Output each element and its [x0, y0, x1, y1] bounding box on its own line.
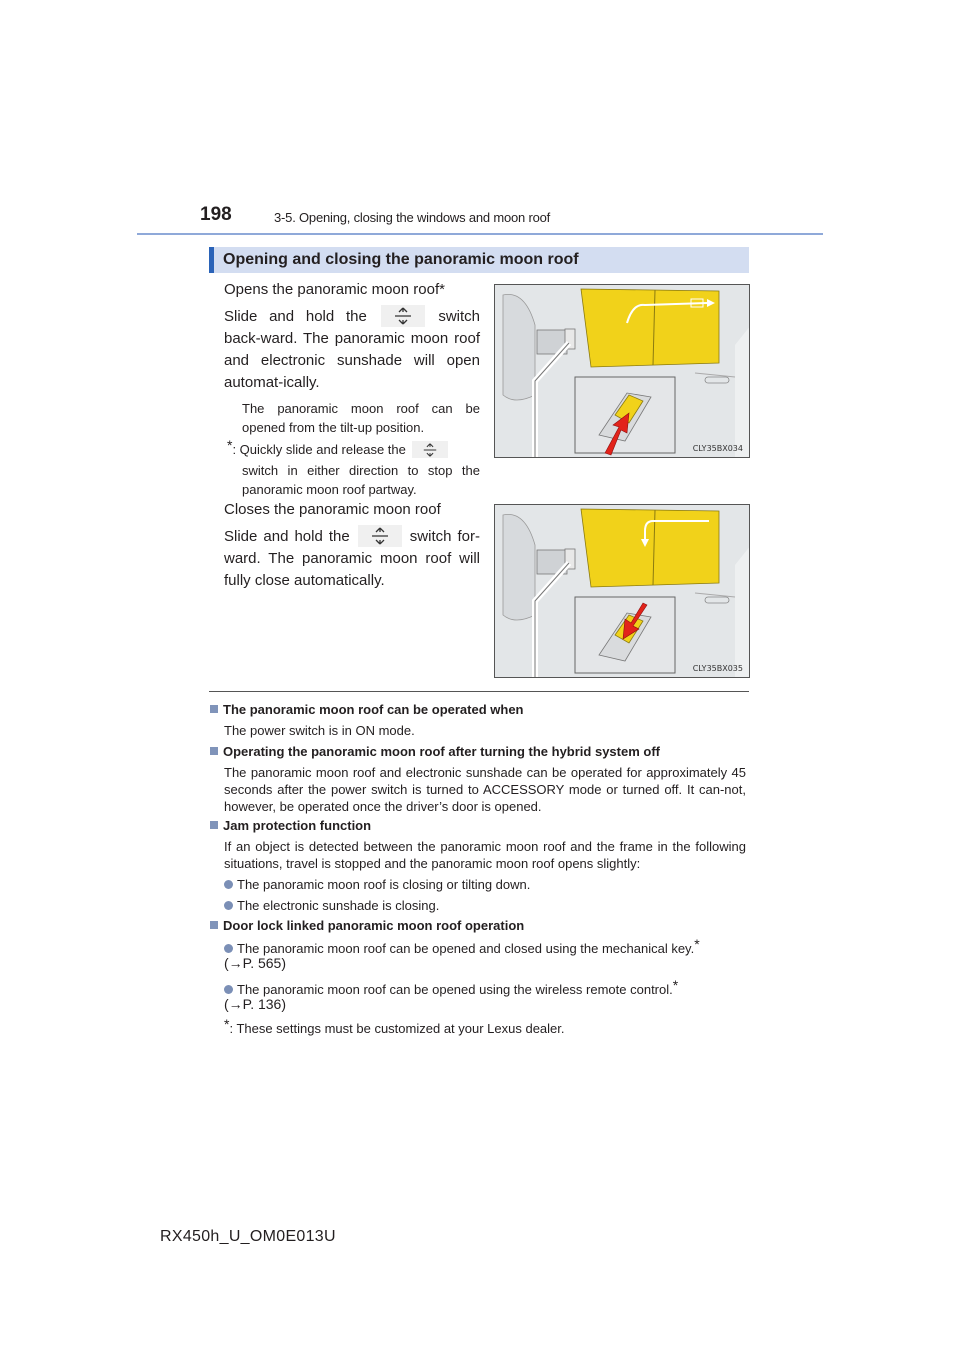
- open-heading: Opens the panoramic moon roof*: [224, 281, 445, 298]
- footnote-text: : These settings must be customized at your Lexus dealer.: [229, 1021, 565, 1036]
- section-title: Opening and closing the panoramic moon roof: [223, 251, 579, 268]
- open-illustration: [494, 284, 750, 458]
- close-illustration: [494, 504, 750, 678]
- square-bullet-icon: [210, 705, 218, 713]
- moonroof-switch-icon: [381, 305, 425, 327]
- asterisk: *: [224, 1016, 230, 1032]
- manual-code: RX450h_U_OM0E013U: [160, 1228, 336, 1245]
- open-instruction-rest: switch back-ward. The panoramic moon roof and electronic sunshade will open automat-ically.: [224, 308, 480, 391]
- open-instruction: [224, 305, 480, 394]
- moonroof-switch-icon: [358, 525, 402, 547]
- close-instruction-rest: switch for-ward. The panoramic moon roof will fully close automatically.: [224, 528, 481, 589]
- open-note: The panoramic moon roof can be opened from the tilt-up position.: [242, 401, 480, 435]
- list-item: [224, 936, 700, 957]
- square-bullet-icon: [210, 921, 218, 929]
- header-divider: [137, 233, 823, 235]
- note-heading: [210, 701, 524, 719]
- asterisk: *: [672, 977, 679, 993]
- open-roof-drawing: [495, 285, 750, 458]
- close-instruction-start: Slide and hold the: [224, 528, 350, 545]
- note-heading-text: Jam protection function: [223, 818, 372, 833]
- notes-divider: [209, 691, 749, 692]
- square-bullet-icon: [210, 821, 218, 829]
- partway-note-rest: switch in either direction to stop the panoramic moon roof partway.: [242, 463, 480, 497]
- note-body: If an object is detected between the panoramic moon roof and the frame in the following situations, travel is stopped and the panoramic moon roof opens slightly:: [224, 839, 746, 871]
- list-item: [224, 897, 439, 914]
- bullet-dot-icon: [224, 944, 233, 953]
- moonroof-switch-icon: [412, 441, 448, 458]
- figure-code: CLY35BX034: [692, 444, 743, 453]
- note-heading-text: Door lock linked panoramic moon roof operation: [223, 918, 525, 933]
- note-heading-text: The panoramic moon roof can be operated when: [223, 702, 524, 717]
- note-heading: [210, 743, 660, 761]
- close-instruction: [224, 525, 480, 592]
- list-item-text: The panoramic moon roof is closing or tilting down.: [237, 877, 531, 892]
- note-body: The panoramic moon roof and electronic sunshade can be operated for approximately 45 seconds after the power switch is turned to ACCESSORY mode or turned off. It can-not, however, be operated once the driver’s door is opened.: [224, 765, 746, 814]
- page-reference: (→P. 136): [224, 996, 286, 1012]
- square-bullet-icon: [210, 747, 218, 755]
- list-item-text: The panoramic moon roof can be opened and closed using the mechanical key.: [237, 941, 695, 956]
- note-heading-text: Operating the panoramic moon roof after turning the hybrid system off: [223, 744, 660, 759]
- list-item: [224, 977, 678, 998]
- bullet-dot-icon: [224, 985, 233, 994]
- list-item: [224, 876, 530, 893]
- asterisk: *: [227, 437, 233, 453]
- partway-note: [227, 436, 480, 499]
- page-reference: (→P. 565): [224, 955, 286, 971]
- chapter-title: 3-5. Opening, closing the windows and moon roof: [274, 210, 551, 225]
- note-body: The power switch is in ON mode.: [224, 723, 415, 738]
- list-item-text: The electronic sunshade is closing.: [237, 898, 440, 913]
- figure-code: CLY35BX035: [692, 664, 743, 673]
- open-instruction-start: Slide and hold the: [224, 308, 367, 325]
- asterisk: *: [694, 936, 700, 952]
- bullet-dot-icon: [224, 880, 233, 889]
- page-number: 198: [200, 204, 232, 225]
- footnote: [224, 1016, 565, 1037]
- close-heading: Closes the panoramic moon roof: [224, 501, 441, 518]
- list-item-text: The panoramic moon roof can be opened using the wireless remote control.: [237, 982, 673, 997]
- note-heading: [210, 817, 371, 835]
- note-heading: [210, 917, 524, 935]
- close-roof-drawing: [495, 505, 750, 678]
- partway-note-start: : Quickly slide and release the: [232, 442, 406, 457]
- bullet-dot-icon: [224, 901, 233, 910]
